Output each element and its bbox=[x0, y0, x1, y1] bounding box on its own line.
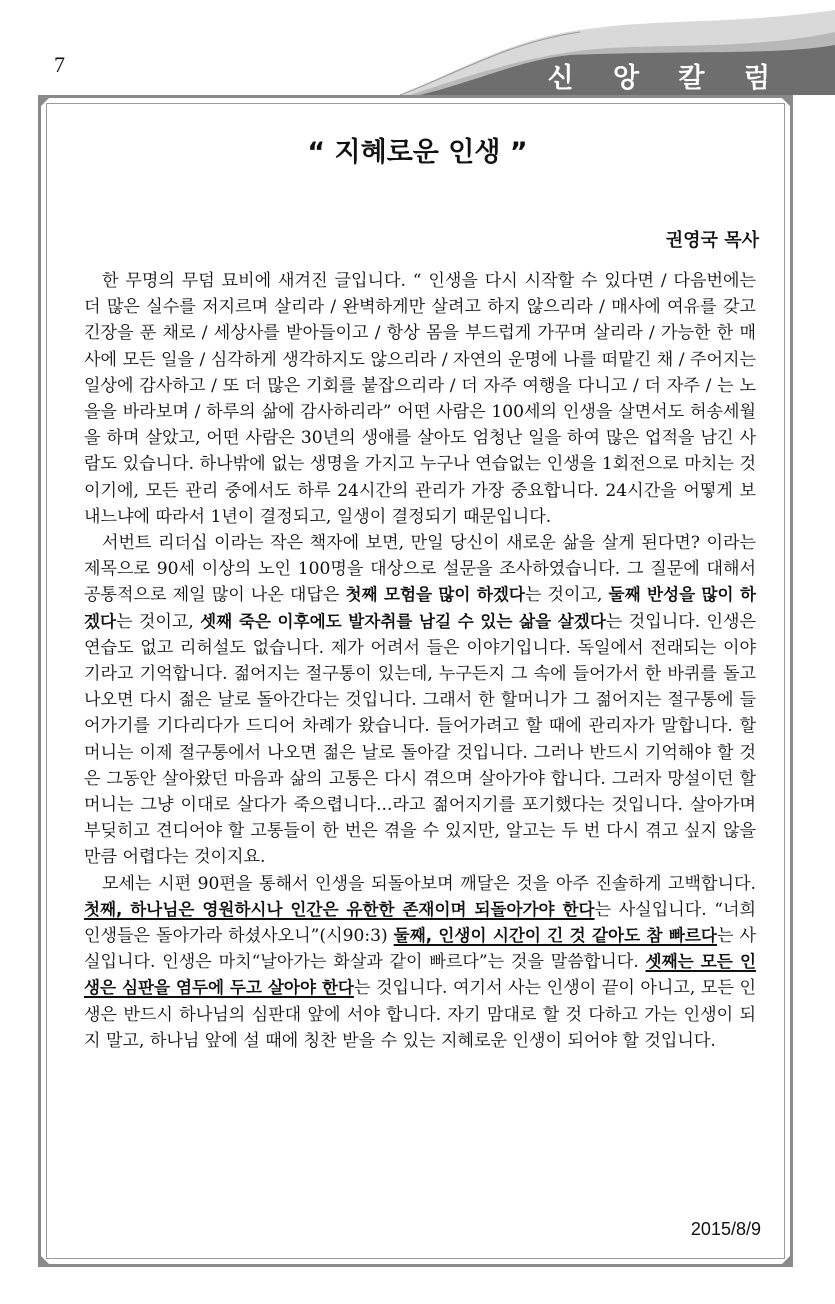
date: 2015/8/9 bbox=[690, 1219, 761, 1239]
corner-ornament-top-right bbox=[779, 95, 793, 109]
page-number: 7 bbox=[54, 52, 65, 77]
emphasis: 첫째 모험을 많이 하겠다 bbox=[345, 585, 525, 605]
paragraph-2: 서번트 리더십 이라는 작은 책자에 보면, 만일 당신이 새로운 삶을 살게 된다면? 이라는 제목으로 90세 이상의 노인 100명을 대상으로 설문을 조사하였습니다. 그 질문에 대해서 공통적으로 제일 많이 나온 대답은 첫째 모험을 많이 하겠다는 것이고, 둘째 반성을 많이 하겠다는 것이고, 셋째 죽은 이후에도 발자취를 남길 수 있는 삶을 살겠다는 것입니다. 인생은 연습도 없고 리허설도 없습니다. 제가 어려서 들은 이야기입니다. 독일에서 전래되는 이야기라고 기억합니다. 젊어지는 절구통이 있는데, 누구든지 그 속에 들어가서 한 바퀴를 돌고 나오면 다시 젊은 날로 돌아간다는 것입니다. 그래서 한 할머니가 그 젊어지는 절구통에 들어가기를 기다리다가 드디어 차례가 왔습니다. 들어가려고 할 때에 관리자가 말합니다. 할머니는 이제 절구통에서 나오면 젊은 날로 돌아갈 것입니다. 그러나 반드시 기억해야 할 것은 그동안 살아왔던 마음과 삶의 고통은 다시 겪으며 살아가야 합니다. 그러자 망설이던 할머니는 그냥 이대로 살다가 죽으렵니다...라고 젊어지기를 포기했다는 것입니다. 살아가며 부딪히고 견디어야 할 고통들이 한 번은 겪을 수 있지만, 알고는 두 번 다시 겪고 싶지 않을 만큼 어렵다는 것이지요. bbox=[84, 533, 756, 868]
corner-ornament-bottom-right bbox=[779, 1253, 793, 1267]
emphasis: 셋째 죽은 이후에도 발자취를 남길 수 있는 삶을 살겠다 bbox=[200, 611, 606, 631]
article-title: “ 지혜로운 인생 ” bbox=[307, 137, 528, 168]
underlined-emphasis: 첫째, 하나님은 영원하시나 인간은 유한한 존재이며 되돌아가야 한다 bbox=[84, 899, 595, 919]
section-title: 신 앙 칼 럼 bbox=[547, 63, 785, 94]
underlined-emphasis: 둘째, 인생이 시간이 긴 것 같아도 참 빠르다 bbox=[393, 926, 717, 946]
corner-ornament-top-left bbox=[38, 95, 52, 109]
author: 권영국 목사 bbox=[665, 230, 759, 251]
paragraph-3: 모세는 시편 90편을 통해서 인생을 되돌아보며 깨달은 것을 아주 진솔하게 고백합니다. 첫째, 하나님은 영원하시나 인간은 유한한 존재이며 되돌아가야 한다는 사실입니다. “너희 인생들은 돌아가라 하셨사오니”(시90:3) 둘째, 인생이 시간이 긴 것 같아도 참 빠르다는 사실입니다. 인생은 마치“날아가는 화살과 같이 빠르다”는 것을 말씀합니다. 셋째는 모든 인생은 심판을 염두에 두고 살아야 한다는 것입니다. 여기서 사는 인생이 끝이 아니고, 모든 인생은 반드시 하나님의 심판대 앞에 서야 합니다. 자기 맘대로 할 것 다하고 가는 인생이 되지 말고, 하나님 앞에 설 때에 칭찬 받을 수 있는 지혜로운 인생이 되어야 할 것입니다. bbox=[84, 873, 757, 1051]
corner-ornament-bottom-left bbox=[38, 1253, 52, 1267]
paragraph-1: 한 무명의 무덤 묘비에 새겨진 글입니다. “ 인생을 다시 시작할 수 있다면 / 다음번에는 더 많은 실수를 저지르며 살리라 / 완벽하게만 살려고 하지 않으리라 / 매사에 여유를 갖고 긴장을 푼 채로 / 세상사를 받아들이고 / 항상 몸을 부드럽게 가꾸며 살리라 / 가능한 한 매사에 모든 일을 / 심각하게 생각하지도 않으리라 / 자연의 운명에 나를 떠맡긴 채 / 주어지는 일상에 감사하고 / 또 더 많은 기회를 붙잡으리라 / 더 자주 여행을 다니고 / 더 자주 / 는 노을을 바라보며 / 하루의 삶에 감사하리라” 어떤 사람은 100세의 인생을 살면서도 허송세월을 하며 살았고, 어떤 사람은 30년의 생애를 살아도 엄청난 일을 하여 많은 업적을 남긴 사람도 있습니다. 하나밖에 없는 생명을 가지고 누구나 연습없는 인생을 1회전으로 마치는 것이기에, 모든 관리 중에서도 하루 24시간의 관리가 가장 중요합니다. 24시간을 어떻게 보내느냐에 따라서 1년이 결정되고, 일생이 결정되기 때문입니다. bbox=[84, 271, 756, 527]
emphasis: 둘째 반성을 많이 하겠다 bbox=[84, 585, 756, 631]
underlined-emphasis: 셋째는 모든 인생은 심판을 염두에 두고 살아야 한다 bbox=[84, 952, 756, 998]
article-body bbox=[84, 268, 756, 1054]
